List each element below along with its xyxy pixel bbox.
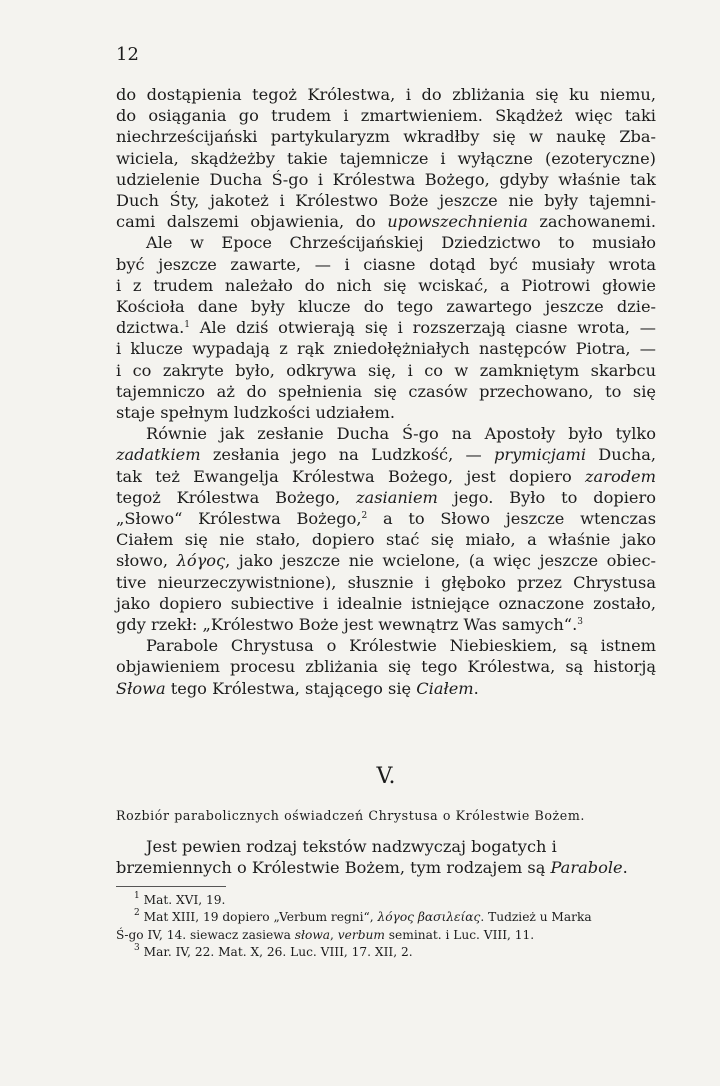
text-run: słowo, bbox=[116, 551, 177, 571]
footnote-text: . Tudzież u Marka bbox=[480, 910, 592, 925]
italic-term: Słowa bbox=[116, 678, 166, 698]
section-heading: V. bbox=[376, 764, 396, 789]
text-run: zachowanemi. bbox=[527, 212, 656, 232]
greek-word: λόγος bbox=[176, 551, 226, 571]
italic-term: zasianiem bbox=[356, 487, 438, 507]
text-run: tegoż Królestwa Bożego, bbox=[116, 487, 357, 507]
text-run: Ducha, bbox=[586, 445, 656, 465]
text-line bbox=[116, 487, 656, 508]
footnote-ref: 2 bbox=[361, 511, 368, 522]
section-subheading: Rozbiór parabolicznych oświadczeń Chrystusa o Królestwie Bożem. bbox=[116, 808, 585, 823]
paragraph-2 bbox=[116, 232, 656, 423]
text-line: do osiągania go trudem i zmartwieniem. Skądżeż więc taki bbox=[116, 106, 656, 126]
text-run: tak też Ewangelja Królestwa Bożego, jest dopiero bbox=[116, 466, 586, 486]
text-run: dzictwa. bbox=[116, 318, 185, 338]
text-line: tajemniczo aż do spełnienia się czasów przechowano, to się bbox=[116, 381, 656, 401]
text-line bbox=[116, 317, 656, 338]
text-line bbox=[116, 614, 656, 635]
text-line: Duch Śty, jakoteż i Królestwo Boże jeszcze nie były tajemni- bbox=[116, 191, 656, 211]
text-run: cami dalszemi objawienia, do bbox=[116, 212, 388, 232]
footnote-1 bbox=[116, 892, 656, 909]
italic-term: Ciałem bbox=[416, 678, 474, 698]
footnotes bbox=[116, 892, 656, 962]
italic-term: upowszechnienia bbox=[387, 212, 528, 232]
footnote-text: seminat. i Luc. VIII, 11. bbox=[384, 927, 535, 942]
text-run: . bbox=[473, 678, 479, 698]
footnote-3 bbox=[116, 944, 656, 961]
footnote-text: , bbox=[330, 927, 338, 942]
footnote-mark: 2 bbox=[134, 908, 140, 919]
italic-term: słowa bbox=[294, 927, 331, 942]
text-line: jako dopiero subiective i idealnie istniejące oznaczone zostało, bbox=[116, 593, 656, 613]
text-line: staje spełnym ludzkości udziałem. bbox=[116, 403, 395, 423]
text-line: i co zakryte było, odkrywa się, i co w zamkniętym skarbcu bbox=[116, 360, 656, 380]
text-line: Ale w Epoce Chrześcijańskiej Dziedzictwo to musiało bbox=[146, 233, 656, 253]
text-line: tive nieurzeczywistnione), słusznie i głęboko przez Chrystusa bbox=[116, 572, 656, 592]
paragraph-3 bbox=[116, 423, 656, 635]
text-line bbox=[116, 444, 656, 465]
paragraph-4 bbox=[116, 635, 656, 699]
italic-term: zadatkiem bbox=[116, 445, 201, 465]
text-line: Kościoła dane były klucze do tego zawartego jeszcze dzie- bbox=[116, 297, 656, 317]
text-run: gdy rzekł: „Królestwo Boże jest wewnątrz Was samych“. bbox=[116, 615, 578, 635]
text-line: niechrześcijański partykularyzm wkradłby się w naukę Zba- bbox=[116, 127, 656, 147]
footnote-ref: 1 bbox=[184, 320, 191, 331]
section-intro bbox=[116, 836, 656, 878]
text-line: udzielenie Ducha Ś-go i Królestwa Bożego, gdyby właśnie tak bbox=[116, 169, 656, 189]
text-line: i klucze wypadają z rąk zniedołężniałych następców Piotra, — bbox=[116, 339, 656, 359]
text-line: i z trudem należało do nich się wciskać, a Piotrowi głowie bbox=[116, 275, 656, 295]
text-run: zesłania jego na Ludzkość, — bbox=[200, 445, 494, 465]
footnote-ref: 3 bbox=[577, 617, 583, 628]
text-run: , jako jeszcze nie wcielone, (a więc jeszcze obiec- bbox=[225, 551, 656, 571]
text-line bbox=[116, 466, 656, 487]
text-line: być jeszcze zawarte, — i ciasne dotąd być musiały wrota bbox=[116, 254, 656, 274]
text-run: jego. Było to dopiero bbox=[437, 487, 656, 507]
italic-term: prymicjami bbox=[493, 445, 587, 465]
footnote-mark: 1 bbox=[134, 891, 140, 901]
text-line: objawieniem procesu zbliżania się tego Królestwa, są historją bbox=[116, 657, 656, 677]
footnote-2-continued bbox=[116, 927, 656, 944]
text-run: Jest pewien rodzaj tekstów nadzwyczaj bogatych i brzemiennych o Królestwie Bożem, tym rodzajem są bbox=[116, 837, 557, 878]
text-line bbox=[116, 211, 656, 232]
paragraph-1 bbox=[116, 84, 656, 232]
italic-term: verbum bbox=[337, 927, 385, 942]
text-line: Równie jak zesłanie Ducha Ś-go na Apostoły było tylko bbox=[146, 424, 656, 444]
body-text bbox=[116, 84, 656, 699]
footnote-divider bbox=[116, 886, 226, 887]
italic-term: Parabole bbox=[550, 858, 623, 878]
text-line: Ciałem się nie stało, dopiero stać się miało, a właśnie jako bbox=[116, 530, 656, 550]
greek-word: λόγος βασιλείας bbox=[377, 910, 481, 925]
text-run: „Słowo“ Królestwa Bożego, bbox=[116, 509, 362, 529]
footnote-text: Ś-go IV, 14. siewacz zasiewa bbox=[116, 927, 295, 942]
text-line: Parabole Chrystusa o Królestwie Niebieskiem, są istnem bbox=[146, 636, 656, 656]
text-run: . bbox=[622, 858, 628, 878]
footnote-text: Mat. XVI, 19. bbox=[143, 893, 226, 907]
text-run: a to Słowo jeszcze wtenczas bbox=[367, 509, 657, 529]
footnote-2 bbox=[116, 909, 656, 926]
text-run: tego Królestwa, stającego się bbox=[165, 678, 417, 698]
footnote-mark: 3 bbox=[134, 943, 140, 954]
footnote-text: Mar. IV, 22. Mat. X, 26. Luc. VIII, 17. XII, 2. bbox=[143, 945, 413, 960]
text-line bbox=[116, 508, 656, 529]
footnote-text: Mat XIII, 19 dopiero „Verbum regni“, bbox=[143, 910, 378, 925]
text-line bbox=[116, 678, 656, 699]
text-line: do dostąpienia tegoż Królestwa, i do zbliżania się ku niemu, bbox=[116, 85, 656, 104]
italic-term: zarodem bbox=[585, 466, 656, 486]
text-run: Ale dziś otwierają się i rozszerzają ciasne wrota, — bbox=[190, 318, 656, 338]
text-line bbox=[116, 550, 656, 571]
page-number: 12 bbox=[116, 44, 139, 65]
text-line: wiciela, skądżeżby takie tajemnicze i wyłączne (ezoteryczne) bbox=[116, 148, 656, 168]
